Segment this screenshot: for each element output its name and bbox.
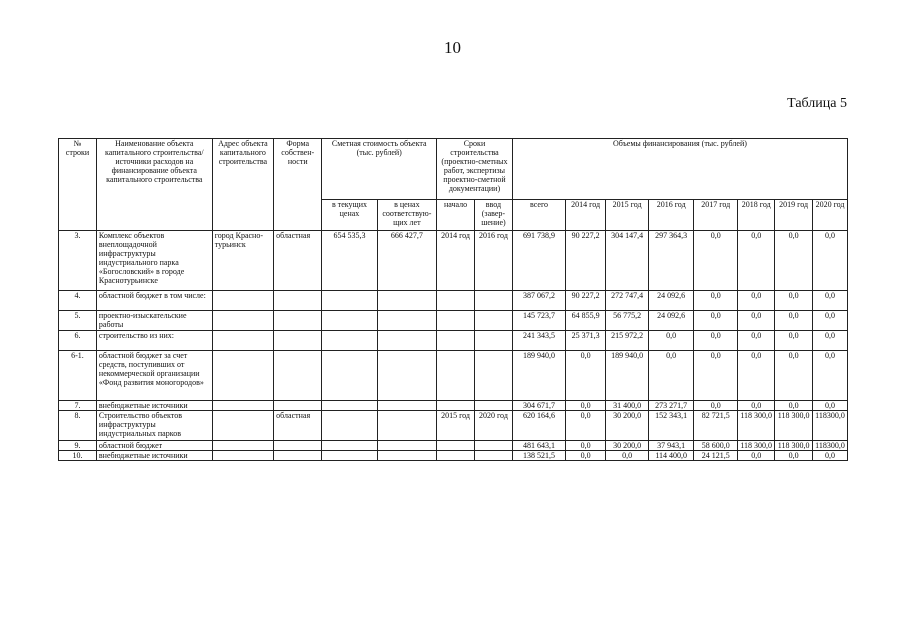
cell-year-value: 64 855,9 [566,311,606,331]
cell-start [437,311,475,331]
cell-start [437,451,475,461]
cell-name: внебюджетные источники [96,401,212,411]
table-row [59,351,848,401]
cell-year-value: 118 300,0 [738,441,775,451]
cell-year-value: 90 227,2 [566,231,606,291]
cell-num: 4. [59,291,97,311]
cell-year-value: 189 940,0 [606,351,649,401]
cell-year-value: 0,0 [738,401,775,411]
cell-estimate-prices [377,331,436,351]
cell-year-value: 118 300,0 [738,411,775,441]
header-year: 2016 год [649,200,694,231]
cell-name: проектно-изыскательские работы [96,311,212,331]
header-year: 2015 год [606,200,649,231]
cell-end: 2020 год [474,411,512,441]
cell-year-value: 273 271,7 [649,401,694,411]
cell-year-value: 0,0 [694,401,738,411]
cell-year-value: 90 227,2 [566,291,606,311]
cell-name: строительство из них: [96,331,212,351]
cell-year-value: 0,0 [775,291,813,311]
cell-num: 8. [59,411,97,441]
cell-year-value: 58 600,0 [694,441,738,451]
cell-year-value: 0,0 [775,231,813,291]
cell-name: Строительство объектов инфраструктуры индустриальных парков [96,411,212,441]
cell-total: 241 343,5 [512,331,565,351]
header-estimate-prices: в ценах соответствую- щих лет [377,200,436,231]
table-row [59,451,848,461]
cell-year-value: 152 343,1 [649,411,694,441]
cell-estimate-prices [377,351,436,401]
cell-year-value: 0,0 [566,451,606,461]
cell-estimate-prices [377,441,436,451]
header-ownership: Форма собствен- ности [274,139,322,231]
cell-total: 138 521,5 [512,451,565,461]
cell-end [474,441,512,451]
cell-year-value: 118 300,0 [775,411,813,441]
cell-address [212,291,273,311]
cell-num: 3. [59,231,97,291]
cell-estimate-prices [377,311,436,331]
cell-year-value: 0,0 [694,231,738,291]
cell-year-value: 24 121,5 [694,451,738,461]
cell-ownership [274,451,322,461]
cell-total: 691 738,9 [512,231,565,291]
cell-start [437,441,475,451]
cell-year-value: 304 147,4 [606,231,649,291]
cell-year-value: 0,0 [649,351,694,401]
cell-ownership: областная [274,231,322,291]
cell-end [474,331,512,351]
cell-start [437,291,475,311]
cell-estimate-prices [377,451,436,461]
cell-num: 6. [59,331,97,351]
cell-num: 5. [59,311,97,331]
cell-year-value: 37 943,1 [649,441,694,451]
cell-year-value: 24 092,6 [649,311,694,331]
cell-estimate-current [322,411,377,441]
header-terms: Сроки строительства (проектно-сметных работ, экспертизы проектно-сметной документации) [437,139,513,200]
header-estimate: Сметная стоимость объекта (тыс. рублей) [322,139,437,200]
cell-address [212,451,273,461]
cell-total: 145 723,7 [512,311,565,331]
header-funding: Объемы финансирования (тыс. рублей) [512,139,847,200]
cell-year-value: 0,0 [738,291,775,311]
cell-year-value: 25 371,3 [566,331,606,351]
cell-num: 9. [59,441,97,451]
header-terms-start: начало [437,200,475,231]
table-row [59,231,848,291]
table-row [59,331,848,351]
header-year: 2020 год [813,200,848,231]
cell-start [437,351,475,401]
cell-year-value: 0,0 [694,291,738,311]
cell-year-value: 0,0 [813,311,848,331]
cell-year-value: 0,0 [813,331,848,351]
cell-ownership [274,291,322,311]
cell-year-value: 0,0 [694,311,738,331]
cell-year-value: 0,0 [738,331,775,351]
cell-total: 481 643,1 [512,441,565,451]
cell-year-value: 31 400,0 [606,401,649,411]
cell-estimate-prices [377,411,436,441]
table-row [59,291,848,311]
cell-year-value: 0,0 [775,331,813,351]
cell-estimate-current [322,311,377,331]
cell-estimate-current [322,451,377,461]
header-num: № строки [59,139,97,231]
cell-address [212,311,273,331]
cell-estimate-prices: 666 427,7 [377,231,436,291]
cell-year-value: 0,0 [566,351,606,401]
cell-ownership [274,441,322,451]
header-name: Наименование объекта капитального строительства/ источники расходов на финансирование объекта капитального строительства [96,139,212,231]
cell-year-value: 0,0 [738,311,775,331]
cell-year-value: 114 400,0 [649,451,694,461]
cell-num: 10. [59,451,97,461]
cell-year-value: 0,0 [738,451,775,461]
cell-total: 620 164,6 [512,411,565,441]
cell-ownership: областная [274,411,322,441]
cell-year-value: 0,0 [738,351,775,401]
table-title: Таблица 5 [787,96,847,111]
cell-end [474,311,512,331]
cell-end: 2016 год [474,231,512,291]
header-year: 2018 год [738,200,775,231]
financing-table [58,138,848,461]
cell-year-value: 0,0 [775,351,813,401]
cell-estimate-current [322,351,377,401]
cell-estimate-current [322,401,377,411]
cell-year-value: 0,0 [775,451,813,461]
cell-year-value: 0,0 [813,351,848,401]
cell-year-value: 0,0 [606,451,649,461]
cell-year-value: 215 972,2 [606,331,649,351]
cell-end [474,351,512,401]
cell-name: областной бюджет [96,441,212,451]
cell-year-value: 118300,0 [813,411,848,441]
cell-estimate-prices [377,291,436,311]
cell-year-value: 0,0 [566,401,606,411]
cell-year-value: 56 775,2 [606,311,649,331]
table-row [59,401,848,411]
cell-address: город Красно- турьинск [212,231,273,291]
cell-estimate-current [322,291,377,311]
cell-year-value: 82 721,5 [694,411,738,441]
cell-year-value: 0,0 [738,231,775,291]
table-row [59,441,848,451]
cell-total: 304 671,7 [512,401,565,411]
cell-year-value: 30 200,0 [606,411,649,441]
cell-year-value: 0,0 [694,351,738,401]
header-estimate-current: в текущих ценах [322,200,377,231]
cell-ownership [274,311,322,331]
cell-name: внебюджетные источники [96,451,212,461]
cell-ownership [274,351,322,401]
table-body [59,231,848,461]
cell-year-value: 297 364,3 [649,231,694,291]
cell-year-value: 0,0 [813,451,848,461]
header-address: Адрес объекта капитального строительства [212,139,273,231]
cell-year-value: 0,0 [813,401,848,411]
cell-year-value: 272 747,4 [606,291,649,311]
cell-address [212,411,273,441]
cell-ownership [274,401,322,411]
cell-name: областной бюджет за счет средств, поступивших от некоммерческой организации «Фонд развития моногородов» [96,351,212,401]
cell-start: 2015 год [437,411,475,441]
cell-ownership [274,331,322,351]
cell-name: областной бюджет в том числе: [96,291,212,311]
cell-address [212,441,273,451]
cell-year-value: 0,0 [566,441,606,451]
table-row [59,311,848,331]
cell-total: 387 067,2 [512,291,565,311]
cell-year-value: 24 092,6 [649,291,694,311]
cell-total: 189 940,0 [512,351,565,401]
cell-end [474,401,512,411]
header-total: всего [512,200,565,231]
cell-estimate-current [322,331,377,351]
cell-estimate-current: 654 535,3 [322,231,377,291]
cell-start [437,331,475,351]
cell-address [212,331,273,351]
cell-num: 6-1. [59,351,97,401]
cell-end [474,451,512,461]
cell-year-value: 30 200,0 [606,441,649,451]
cell-year-value: 118 300,0 [775,441,813,451]
header-year: 2019 год [775,200,813,231]
header-year: 2017 год [694,200,738,231]
cell-address [212,351,273,401]
table-row [59,411,848,441]
cell-year-value: 0,0 [813,231,848,291]
cell-year-value: 0,0 [775,311,813,331]
cell-address [212,401,273,411]
cell-year-value: 0,0 [775,401,813,411]
page-number: 10 [444,38,461,57]
cell-estimate-current [322,441,377,451]
cell-year-value: 0,0 [813,291,848,311]
cell-year-value: 0,0 [649,331,694,351]
header-year: 2014 год [566,200,606,231]
cell-num: 7. [59,401,97,411]
cell-start: 2014 год [437,231,475,291]
header-terms-end: ввод (завер- шение) [474,200,512,231]
cell-estimate-prices [377,401,436,411]
cell-year-value: 0,0 [694,331,738,351]
cell-year-value: 0,0 [566,411,606,441]
cell-end [474,291,512,311]
cell-start [437,401,475,411]
cell-name: Комплекс объектов внеплощадочной инфраструктуры индустриального парка «Богословский» в городе Краснотурьинске [96,231,212,291]
cell-year-value: 118300,0 [813,441,848,451]
